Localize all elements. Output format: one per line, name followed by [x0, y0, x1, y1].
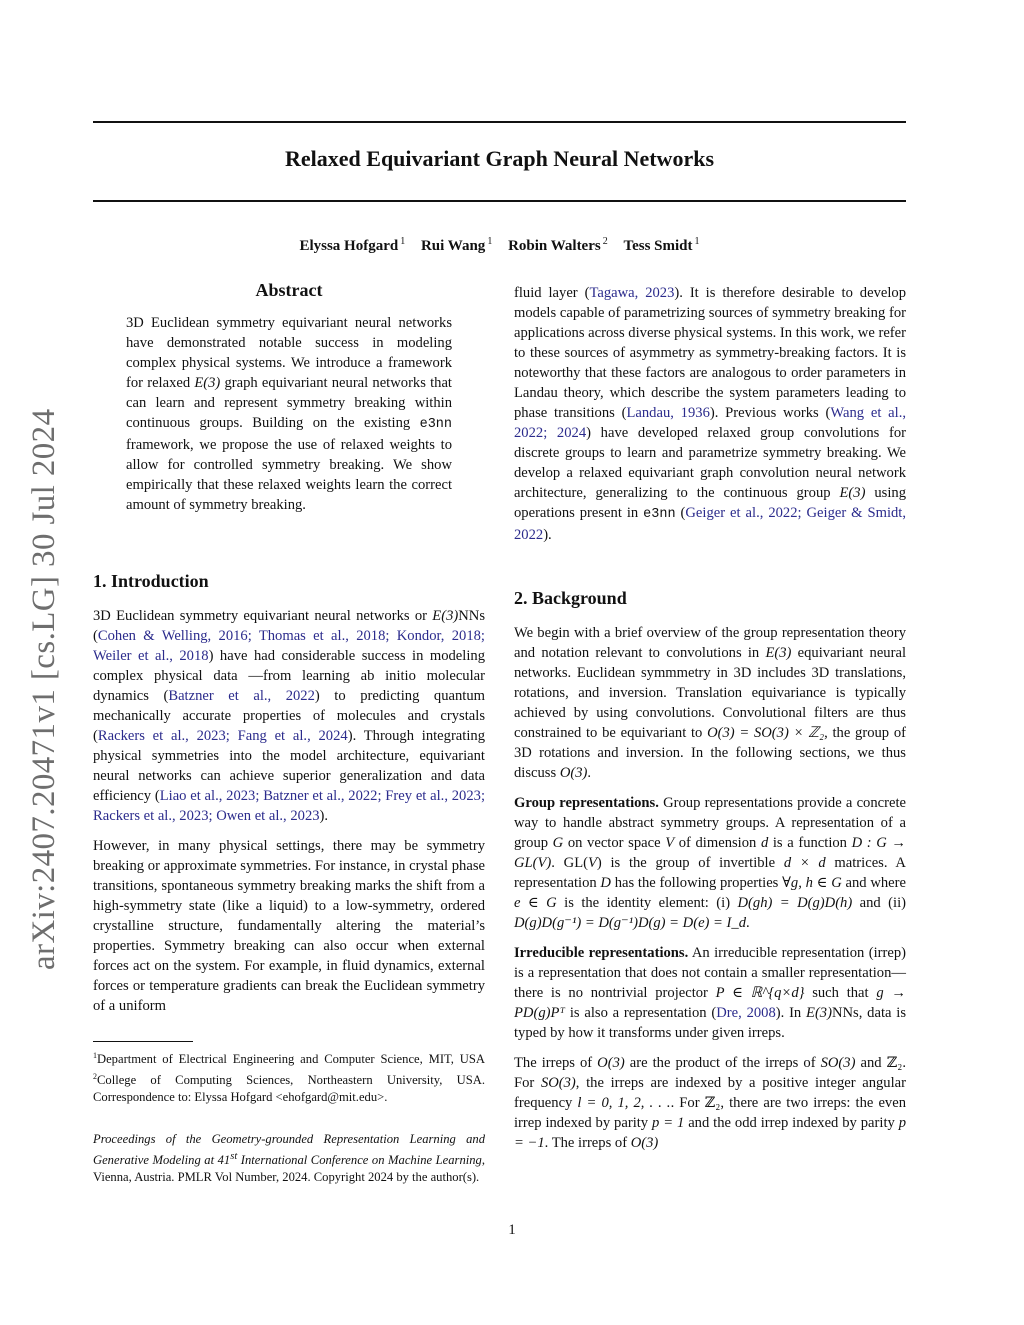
intro-paragraph-1: 3D Euclidean symmetry equivariant neural networks or E(3)NNs (Cohen & Welling, 2016; Thomas et al., 2018; Kondor, 2018; Weiler et al., 2018) have had considerable success in modeling complex physical data —from learning ab initio molecular dynamics (Batzner et al., 2022) to predicting quantum mechanically accurate properties of molecules and crystals (Rackers et al., 2023; Fang et al., 2024). Through integrating physical symmetries into the model architecture, equivariant neural networks can achieve superior generalization and data efficiency (Liao et al., 2023; Batzner et al., 2022; Frey et al., 2023; Rackers et al., 2023; Owen et al., 2023).	[93, 608, 485, 824]
citation-link[interactable]: Geiger et al., 2022; Geiger & Smidt, 2022	[514, 505, 907, 543]
citation-link[interactable]: Rackers et al., 2023; Fang et al., 2024	[97, 728, 348, 744]
group-representations-paragraph: Group representations. Group representations provide a concrete way to handle abstract symmetry groups. A representation of a group G on vector space V of dimension d is a function D : G → GL(V). GL(V) is the group of invertible d × d matrices. A representation D has the following properties ∀g, h ∈ G and where e ∈ G is the identity element: (i) D(gh) = D(g)D(h) and (ii) D(g)D(g⁻¹) = D(g⁻¹)D(g) = D(e) = I_d.	[514, 795, 906, 931]
citation-link[interactable]: Liao et al., 2023; Batzner et al., 2022; Frey et al., 2023; Rackers et al., 2023; Owen et al., 2023	[93, 788, 485, 824]
paper-title: Relaxed Equivariant Graph Neural Networks	[285, 146, 714, 171]
intro-body	[93, 606, 485, 1026]
right-column-continuation: fluid layer (Tagawa, 2023). It is therefore desirable to develop models capable of parametrizing sources of symmetry breaking for applications across diverse physical systems. In this work, we refer to these sources of asymmetry as symmetry-breaking factors. It is noteworthy that these factors are analogous to order parameters in Landau theory, which describe the system parameters leading to phase transitions (Landau, 1936). Previous works (Wang et al., 2022; 2024) have developed relaxed group convolutions for discrete groups to learn and parametrize symmetry breaking. We develop a relaxed equivariant graph convolution neural network architecture, generalizing to the continuous group E(3) using operations present in e3nn (Geiger et al., 2022; Geiger & Smidt, 2022).	[514, 285, 907, 543]
page-number: 1	[508, 1222, 516, 1238]
affiliation-footnote: $^1$Department of Electrical Engineering and Computer Science, MIT, USA $^2$College of Computing Sciences, Northeastern University, USA. Correspondence to: Elyssa Hofgard <ehofgard@mit.edu>.	[93, 1051, 485, 1105]
citation-link[interactable]: Dre, 2008	[716, 1005, 776, 1021]
citation-link[interactable]: Cohen & Welling, 2016; Thomas et al., 2018; Kondor, 2018; Weiler et al., 2018	[93, 628, 485, 664]
irreducible-representations-paragraph: Irreducible representations. An irreducible representation (irrep) is a representation that does not contain a smaller representation—there is no nontrivial projector P ∈ ℝ^{q×d} such that g → PD(g)Pᵀ is also a representation (Dre, 2008). In E(3)NNs, data is typed by how it transforms under given irreps.	[514, 945, 907, 1041]
abstract-body: 3D Euclidean symmetry equivariant neural networks have demonstrated notable success in modeling complex physical systems. We introduce a framework for relaxed E(3) graph equivariant neural networks that can learn and represent symmetry breaking within continuous groups. Building on the existing e3nn framework, we propose the use of relaxed weights to allow for controlled symmetry breaking. We show empirically that these relaxed weights learn the correct amount of symmetry breaking.	[126, 315, 452, 513]
arxiv-stamp: arXiv:2407.20471v1 [cs.LG] 30 Jul 2024	[26, 408, 62, 970]
author: Robin Walters $^2$	[508, 236, 608, 254]
citation-link[interactable]: Wang et al., 2022; 2024	[514, 405, 906, 441]
author: Elyssa Hofgard $^1$	[299, 236, 406, 254]
title-bottom-rule	[93, 200, 906, 202]
background-heading: 2. Background	[514, 588, 627, 608]
proceedings-note: Proceedings of the Geometry-grounded Representation Learning and Generative Modeling at 41st International Conference on Machine Learning, Vienna, Austria. PMLR Vol Number, 2024. Copyright 2024 by the author(s).	[93, 1132, 485, 1185]
background-paragraph-1: We begin with a brief overview of the group representation theory and notation relevant to convolutions in E(3) equivariant neural networks. Euclidean symmmetry in 3D includes 3D translations, rotations, and inversion. Translation equivariance is typically achieved by using convolutions. Convolutional filters are thus constrained to be equivariant to O(3) = SO(3) × ℤ₂, the group of 3D rotations and inversion. In the following sections, we thus discuss O(3).	[514, 625, 907, 781]
author-list	[93, 236, 906, 255]
title-top-rule	[93, 121, 906, 123]
intro-paragraph-2: However, in many physical settings, there may be symmetry breaking or approximate symmetries. For instance, in crystal phase transitions, spontaneous symmetry breaking marks the shift from a high-symmetry state (like a liquid) to a low-symmetry, ordered crystalline structure, fundamentally altering the material’s properties. Symmetry breaking can also occur when external forces act on the system. For example, in fluid dynamics, external forces or temperature gradients can break the Euclidean symmetry of a uniform	[93, 838, 485, 1014]
intro-heading: 1. Introduction	[93, 571, 209, 591]
citation-link[interactable]: Batzner et al., 2022	[168, 688, 315, 704]
abstract-heading: Abstract	[255, 280, 323, 300]
author: Tess Smidt $^1$	[623, 236, 700, 254]
irreps-o3-paragraph: The irreps of O(3) are the product of the irreps of SO(3) and ℤ₂. For SO(3), the irreps are indexed by a positive integer angular frequency l = 0, 1, 2, . . .. For ℤ₂, there are two irreps: the even irrep indexed by parity p = 1 and the odd irrep indexed by parity p = −1. The irreps of O(3)	[514, 1055, 906, 1151]
footnote-rule	[93, 1041, 193, 1042]
author: Rui Wang $^1$	[420, 236, 493, 254]
citation-link[interactable]: Tagawa, 2023	[589, 285, 675, 301]
background-body	[514, 623, 906, 1163]
citation-link[interactable]: Landau, 1936	[626, 405, 710, 421]
